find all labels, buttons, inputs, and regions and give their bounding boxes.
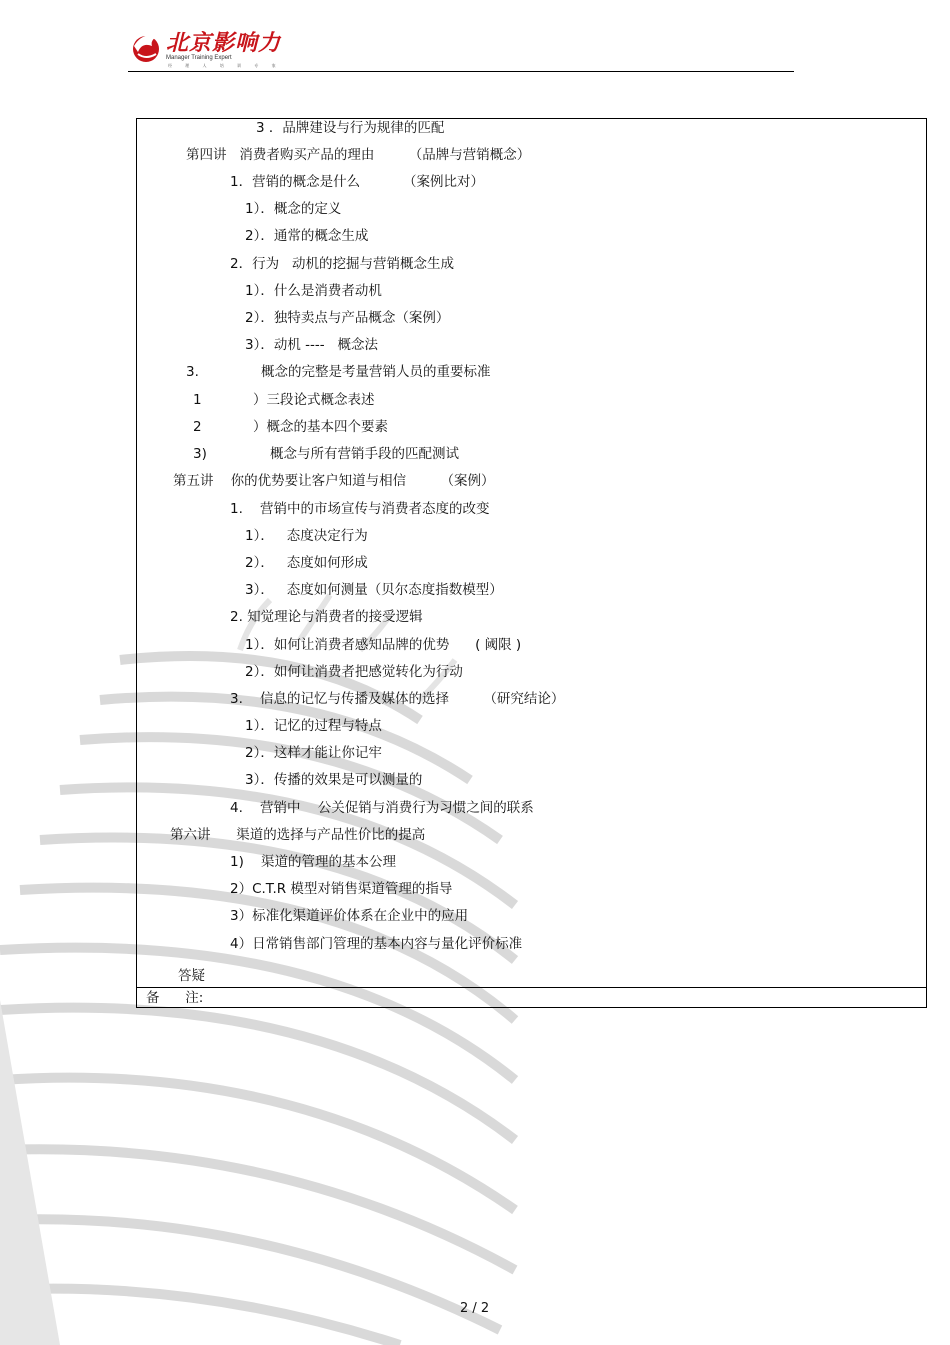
outline-line: 概念的完整是考量营销人员的重要标准 xyxy=(261,364,491,380)
outline-line: 4）日常销售部门管理的基本内容与量化评价标准 xyxy=(230,936,523,952)
outline-line: 1．营销的概念是什么 （案例比对） xyxy=(230,174,485,190)
outline-line: 1）． 态度决定行为 xyxy=(245,528,368,544)
lecture-heading: 第四讲 消费者购买产品的理由 （品牌与营销概念） xyxy=(186,147,531,163)
outline-line: ）三段论式概念表述 xyxy=(253,392,375,408)
company-logo xyxy=(128,24,288,72)
outline-line: 概念与所有营销手段的匹配测试 xyxy=(270,446,459,462)
outline-line: 3）． 态度如何测量（贝尔态度指数模型） xyxy=(245,582,503,598)
remarks-label: 备 注: xyxy=(146,990,204,1006)
outline-line: 2）．独特卖点与产品概念（案例） xyxy=(245,310,450,326)
outline-line: 2）． 态度如何形成 xyxy=(245,555,368,571)
lecture-heading: 第五讲 你的优势要让客户知道与相信 （案例） xyxy=(173,473,495,489)
remark-row-divider xyxy=(136,987,927,988)
outline-line: 2）．通常的概念生成 xyxy=(245,228,369,244)
outline-line: 3）标准化渠道评价体系在企业中的应用 xyxy=(230,908,469,924)
outline-line: 2）C.T.R 模型对销售渠道管理的指导 xyxy=(230,881,453,897)
outline-line: 1）．如何让消费者感知品牌的优势 ( 阈限 ) xyxy=(245,637,522,653)
outline-line: 1）．什么是消费者动机 xyxy=(245,283,382,299)
logo-tagline-cn: 经 理 人 培 训 专 家 xyxy=(168,63,282,68)
outline-line: 2. 知觉理论与消费者的接受逻辑 xyxy=(230,609,423,625)
lecture-heading: 第六讲 渠道的选择与产品性价比的提高 xyxy=(170,827,426,843)
outline-number: 3) xyxy=(193,446,207,462)
outline-number: 1 xyxy=(193,392,202,408)
logo-tagline: Manager Training Expert xyxy=(166,55,232,61)
outline-line: 1. 营销中的市场宣传与消费者态度的改变 xyxy=(230,501,490,517)
outline-line: 3）．动机 ---- 概念法 xyxy=(245,337,378,353)
qa-session: 答疑 xyxy=(178,968,205,984)
outline-line: 2）．如何让消费者把感觉转化为行动 xyxy=(245,664,463,680)
logo-text: 北京影响力 xyxy=(166,30,282,56)
page-number: 2 / 2 xyxy=(460,1301,490,1316)
outline-line: 3）．传播的效果是可以测量的 xyxy=(245,772,423,788)
outline-number: 2 xyxy=(193,419,202,435)
header-divider xyxy=(128,71,794,72)
outline-line: 1）．概念的定义 xyxy=(245,201,342,217)
outline-number: 3. xyxy=(186,364,199,380)
outline-line: 4. 营销中 公关促销与消费行为习惯之间的联系 xyxy=(230,800,534,816)
outline-line: 3. 信息的记忆与传播及媒体的选择 （研究结论） xyxy=(230,691,565,707)
outline-line: ）概念的基本四个要素 xyxy=(253,419,388,435)
dragon-emblem-icon xyxy=(128,24,164,70)
outline-line: 3 ．品牌建设与行为规律的匹配 xyxy=(256,120,445,136)
outline-line: 2）．这样才能让你记牢 xyxy=(245,745,382,761)
outline-line: 2．行为 动机的挖掘与营销概念生成 xyxy=(230,256,454,272)
outline-line: 1) 渠道的管理的基本公理 xyxy=(230,854,397,870)
outline-line: 1）．记忆的过程与特点 xyxy=(245,718,382,734)
